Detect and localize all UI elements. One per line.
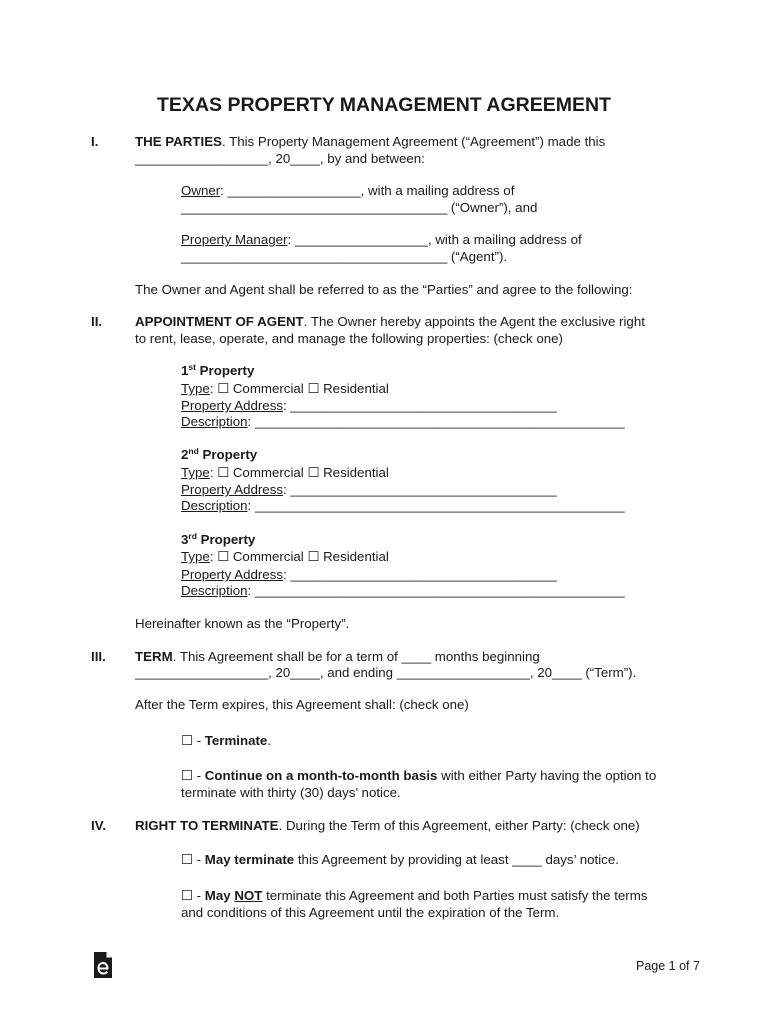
parties-line: The Owner and Agent shall be referred to as the “Parties” and agree to the following: [135,282,633,297]
section-1-heading: THE PARTIES [135,134,222,149]
property-2-address: Property Address: ____________________________________ [181,482,557,497]
property-3-description: Description: __________________________________________________ [181,583,625,598]
property-1-heading: 1st Property [181,362,255,378]
section-3-line-2: __________________, 20____, and ending __________________, 20____ (“Term”). [135,665,637,680]
manager-label: Property Manager [181,232,288,247]
month-to-month-line-2: terminate with thirty (30) days’ notice. [181,785,401,800]
owner-line-2: ____________________________________ (“Owner”), and [181,200,538,215]
property-1-type: Type: ☐ Commercial ☐ Residential [181,381,389,396]
checkbox-icon[interactable]: ☐ - [181,768,205,783]
property-1-type-checkboxes[interactable]: : ☐ Commercial ☐ Residential [209,381,389,396]
property-2-description: Description: __________________________________________________ [181,498,625,513]
may-terminate-option[interactable]: ☐ - May terminate this Agreement by providing at least ____ days’ notice. [181,852,619,867]
may-not-terminate-line-2: and conditions of this Agreement until the expiration of the Term. [181,905,560,920]
section-4-line-1 [135,817,640,834]
property-3-address-field[interactable]: : ____________________________________ [283,567,557,582]
section-2-heading: APPOINTMENT OF AGENT [135,314,304,329]
section-3-text: . This Agreement shall be for a term of ____ months beginning [172,649,540,664]
section-4-heading: RIGHT TO TERMINATE [135,818,279,833]
manager-line-1 [181,231,582,248]
eforms-logo-icon [92,951,114,979]
property-1-address-field[interactable]: : ____________________________________ [283,398,557,413]
section-2-line-2: to rent, lease, operate, and manage the following properties: (check one) [135,331,563,346]
property-2-heading: 2nd Property [181,446,258,462]
property-3-type: Type: ☐ Commercial ☐ Residential [181,549,389,564]
section-2-text: . The Owner hereby appoints the Agent the exclusive right [303,314,645,329]
property-2-type: Type: ☐ Commercial ☐ Residential [181,465,389,480]
checkbox-icon[interactable]: ☐ - [181,852,205,867]
checkbox-icon[interactable]: ☐ - [181,733,205,748]
property-1-address: Property Address: ____________________________________ [181,398,557,413]
month-to-month-option[interactable]: ☐ - Continue on a month-to-month basis with either Party having the option to [181,768,657,783]
owner-text: : __________________, with a mailing address of [220,183,515,198]
terminate-option[interactable]: ☐ - Terminate. [181,733,272,748]
property-1-description: Description: __________________________________________________ [181,414,625,429]
section-2-line-1 [135,313,645,330]
page-title: TEXAS PROPERTY MANAGEMENT AGREEMENT [157,94,611,116]
property-3-heading: 3rd Property [181,531,256,547]
may-not-terminate-option[interactable]: ☐ - May NOT terminate this Agreement and both Parties must satisfy the terms [181,888,648,903]
property-3-type-checkboxes[interactable]: : ☐ Commercial ☐ Residential [209,549,389,564]
section-2-number: II. [91,314,103,329]
section-1-line-2: __________________, 20____, by and between: [135,151,425,166]
owner-label: Owner [181,183,221,198]
property-2-description-field[interactable]: : __________________________________________________ [247,498,625,513]
section-1-text: . This Property Management Agreement (“Agreement”) made this [221,134,606,149]
owner-line-1 [181,182,514,199]
section-4-text: . During the Term of this Agreement, either Party: (check one) [278,818,640,833]
property-2-type-checkboxes[interactable]: : ☐ Commercial ☐ Residential [209,465,389,480]
property-2-address-field[interactable]: : ____________________________________ [283,482,557,497]
section-4-number: IV. [91,818,107,833]
manager-text: : __________________, with a mailing address of [287,232,582,247]
after-term-line: After the Term expires, this Agreement shall: (check one) [135,697,469,712]
section-3-heading: TERM [135,649,173,664]
section-1-number: I. [91,134,99,149]
checkbox-icon[interactable]: ☐ - [181,888,205,903]
property-3-address: Property Address: ____________________________________ [181,567,557,582]
section-1-line-1 [135,133,605,150]
section-3-number: III. [91,649,106,664]
property-1-description-field[interactable]: : __________________________________________________ [247,414,625,429]
hereinafter-line: Hereinafter known as the “Property”. [135,616,350,631]
section-3-line-1 [135,648,540,665]
property-3-description-field[interactable]: : __________________________________________________ [247,583,625,598]
manager-line-2: ____________________________________ (“Agent”). [181,249,508,264]
page-number: Page 1 of 7 [636,959,700,973]
